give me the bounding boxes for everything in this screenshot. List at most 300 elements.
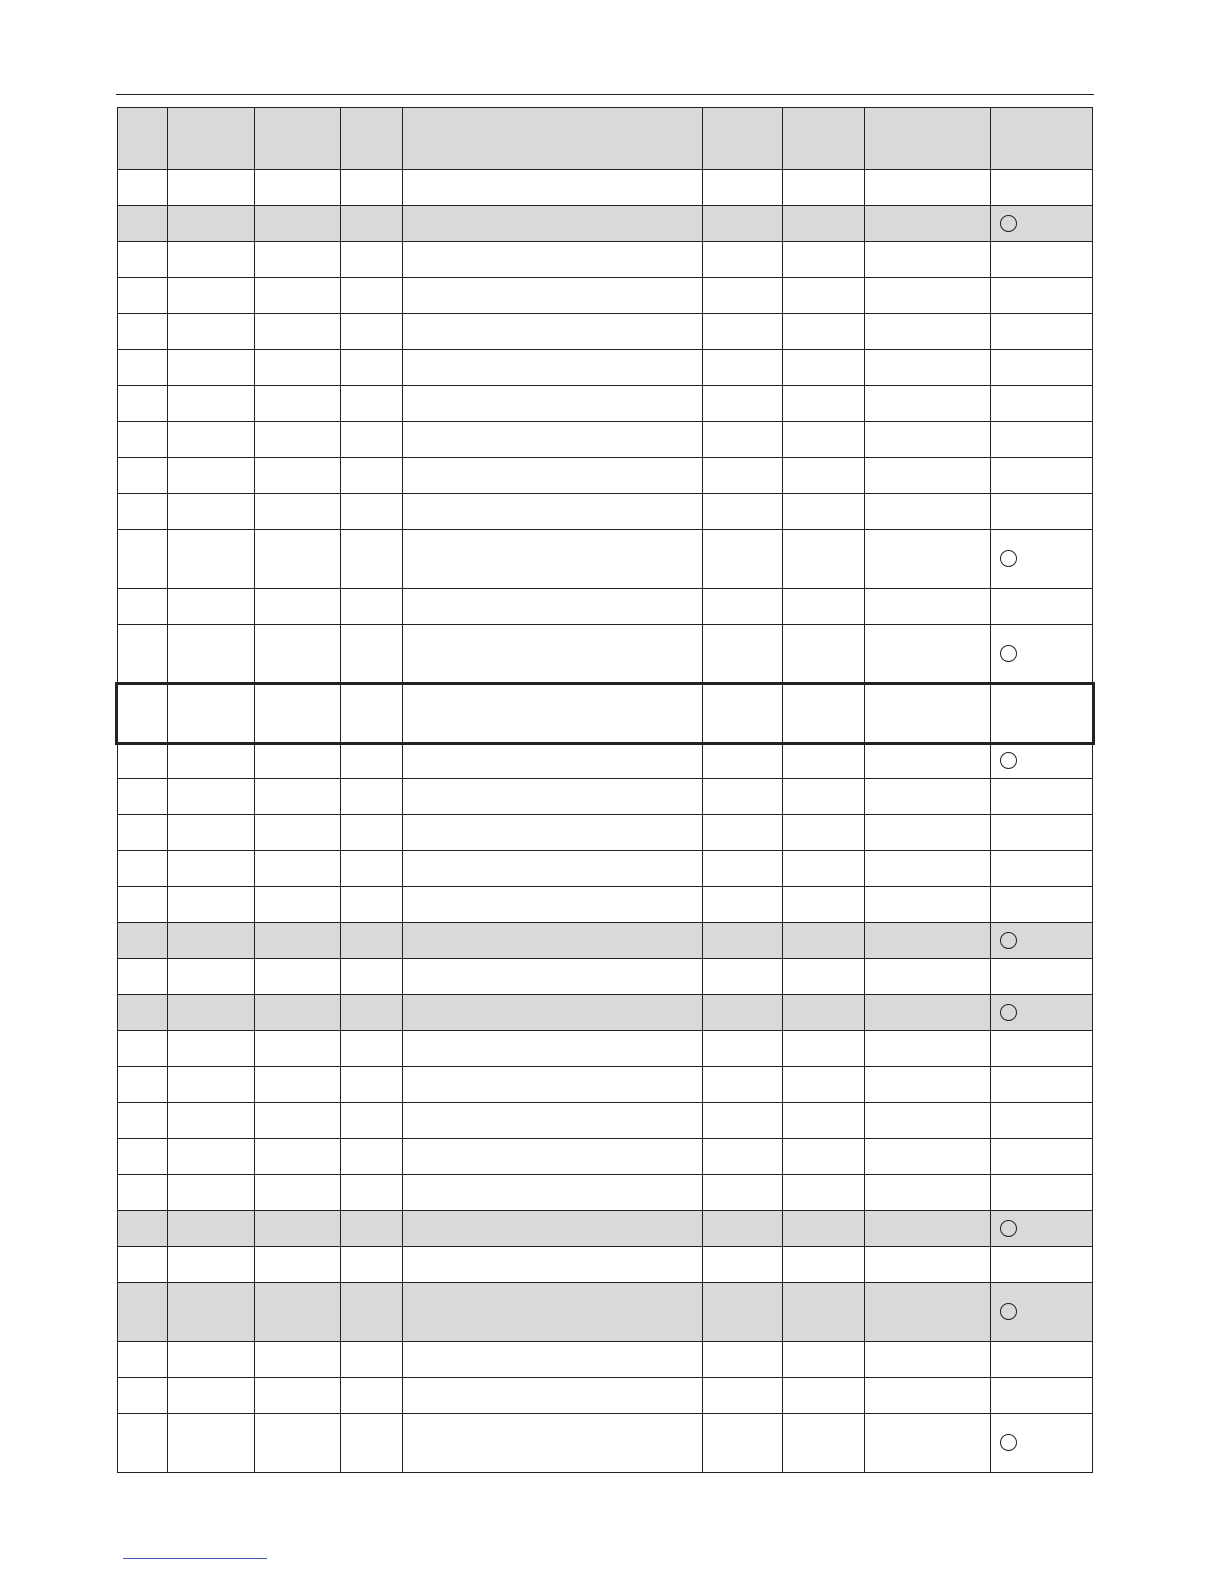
table-cell: [991, 815, 1093, 851]
table-cell: [783, 923, 865, 959]
table-cell: [117, 1175, 168, 1211]
header-cell: [117, 107, 168, 170]
table-cell: [783, 995, 865, 1031]
table-row: [117, 530, 1093, 589]
table-cell: [168, 242, 255, 278]
table-cell: [403, 458, 703, 494]
table-cell: [991, 1175, 1093, 1211]
table-cell: [341, 1247, 403, 1283]
table-cell: [865, 1247, 991, 1283]
table-cell: [403, 589, 703, 625]
table-cell: [168, 350, 255, 386]
table-cell: [783, 530, 865, 589]
table-cell: [403, 422, 703, 458]
table-cell: [341, 995, 403, 1031]
table-cell: [865, 959, 991, 995]
table-cell: [991, 589, 1093, 625]
table-cell: [117, 851, 168, 887]
table-cell: [865, 779, 991, 815]
table-cell: [168, 743, 255, 779]
table-row: [117, 779, 1093, 815]
table-cell: [403, 923, 703, 959]
circle-marker-icon: [1000, 550, 1017, 567]
table-row: [117, 923, 1093, 959]
table-cell: [703, 1175, 783, 1211]
table-cell: [703, 1103, 783, 1139]
table-cell: [703, 1378, 783, 1414]
table-cell: [341, 1283, 403, 1342]
table-cell: [865, 815, 991, 851]
table-row: [117, 458, 1093, 494]
table-cell: [991, 494, 1093, 530]
table-cell: [255, 959, 341, 995]
table-cell: [703, 1067, 783, 1103]
table-cell: [703, 422, 783, 458]
table-cell: [341, 458, 403, 494]
table-cell: [168, 530, 255, 589]
table-row: [117, 350, 1093, 386]
table-cell: [403, 1378, 703, 1414]
table-cell: [255, 851, 341, 887]
table-cell: [783, 1378, 865, 1414]
table-cell: [703, 625, 783, 684]
table-cell: [255, 386, 341, 422]
table-cell: [255, 887, 341, 923]
table-row: [117, 1342, 1093, 1378]
table-cell: [168, 815, 255, 851]
table-cell: [403, 170, 703, 206]
table-cell: [341, 1139, 403, 1175]
table-cell: [865, 851, 991, 887]
table-cell: [117, 278, 168, 314]
table-cell: [865, 1175, 991, 1211]
table-cell: [117, 386, 168, 422]
table-cell: [403, 995, 703, 1031]
table-row: [117, 851, 1093, 887]
table-cell: [865, 1067, 991, 1103]
table-cell: [783, 494, 865, 530]
table-cell: [341, 530, 403, 589]
table-row: [117, 242, 1093, 278]
table-cell: [783, 1414, 865, 1473]
table-row: [117, 589, 1093, 625]
table-cell: [255, 743, 341, 779]
table-cell: [403, 386, 703, 422]
table-cell: [403, 206, 703, 242]
table-cell: [341, 422, 403, 458]
table-cell: [341, 779, 403, 815]
table-cell: [865, 278, 991, 314]
table-cell: [168, 1139, 255, 1175]
table-cell: [168, 1031, 255, 1067]
table-cell: [341, 815, 403, 851]
table-cell: [255, 1031, 341, 1067]
table-cell: [168, 1211, 255, 1247]
table-cell: [783, 1342, 865, 1378]
table-cell: [403, 779, 703, 815]
table-row: [117, 1031, 1093, 1067]
table-cell: [168, 1378, 255, 1414]
table-cell: [255, 278, 341, 314]
table-row: [117, 170, 1093, 206]
table-cell: [255, 458, 341, 494]
table-cell: [991, 458, 1093, 494]
table-cell: [865, 625, 991, 684]
table-cell: [783, 1175, 865, 1211]
table-cell: [168, 386, 255, 422]
table-cell: [255, 242, 341, 278]
table-cell: [403, 1139, 703, 1175]
table-row: [117, 815, 1093, 851]
table-cell: [341, 887, 403, 923]
table-cell: [341, 743, 403, 779]
table-cell: [168, 779, 255, 815]
table-cell: [783, 386, 865, 422]
table-cell: [783, 170, 865, 206]
table-cell: [991, 1031, 1093, 1067]
table-cell: [341, 350, 403, 386]
table-row: [117, 995, 1093, 1031]
table-cell: [783, 959, 865, 995]
table-cell: [783, 1283, 865, 1342]
table-cell: [703, 779, 783, 815]
table-cell: [255, 1139, 341, 1175]
table-cell: [255, 1247, 341, 1283]
table-cell: [117, 206, 168, 242]
table-cell: [865, 422, 991, 458]
table-cell: [168, 684, 255, 743]
table-cell: [117, 1283, 168, 1342]
table-cell: [703, 494, 783, 530]
table-row: [117, 743, 1093, 779]
table-cell: [255, 314, 341, 350]
table-row: [117, 1247, 1093, 1283]
table-cell: [117, 170, 168, 206]
table-row: [117, 1378, 1093, 1414]
header-cell: [403, 107, 703, 170]
table-cell: [783, 314, 865, 350]
table-cell: [255, 1378, 341, 1414]
table-cell: [403, 1283, 703, 1342]
table-cell: [168, 1067, 255, 1103]
table-cell: [991, 350, 1093, 386]
table-cell: [403, 887, 703, 923]
table-cell: [168, 1103, 255, 1139]
table-cell: [991, 959, 1093, 995]
table-cell: [991, 1342, 1093, 1378]
table-cell: [168, 1414, 255, 1473]
table-cell: [783, 851, 865, 887]
table-cell: [403, 1414, 703, 1473]
table-cell: [991, 386, 1093, 422]
header-cell: [168, 107, 255, 170]
table-cell: [255, 1103, 341, 1139]
table-cell: [865, 314, 991, 350]
table-cell: [117, 1211, 168, 1247]
table-cell: [255, 350, 341, 386]
table-cell: [117, 1247, 168, 1283]
table-cell: [255, 1414, 341, 1473]
table-cell: [168, 923, 255, 959]
table-row: [117, 625, 1093, 684]
table-cell: [783, 1139, 865, 1175]
table-cell: [168, 625, 255, 684]
table-cell: [865, 743, 991, 779]
circle-marker-icon: [1000, 215, 1017, 232]
table-cell: [117, 743, 168, 779]
table-cell: [703, 923, 783, 959]
table-cell: [783, 743, 865, 779]
table-cell: [865, 1139, 991, 1175]
table-cell: [703, 386, 783, 422]
table-cell: [865, 887, 991, 923]
table-cell: [991, 779, 1093, 815]
table-cell: [117, 1031, 168, 1067]
table-cell: [168, 458, 255, 494]
table-cell: [703, 851, 783, 887]
table-cell: [117, 1139, 168, 1175]
table-cell: [341, 684, 403, 743]
table-cell: [783, 684, 865, 743]
table-cell: [168, 1342, 255, 1378]
table-cell: [991, 1247, 1093, 1283]
table-cell: [783, 458, 865, 494]
table-cell: [703, 1342, 783, 1378]
table-cell: [703, 1211, 783, 1247]
table-cell: [255, 1067, 341, 1103]
table-cell: [403, 494, 703, 530]
table-cell: [865, 1378, 991, 1414]
table-cell: [117, 1067, 168, 1103]
table-cell: [403, 350, 703, 386]
table-cell: [255, 779, 341, 815]
table-cell: [117, 242, 168, 278]
table-cell: [991, 625, 1093, 684]
table-cell: [703, 314, 783, 350]
table-cell: [341, 206, 403, 242]
table-cell: [117, 995, 168, 1031]
table-cell: [403, 314, 703, 350]
table-cell: [783, 1247, 865, 1283]
table-row: [117, 1283, 1093, 1342]
table-cell: [117, 1414, 168, 1473]
table-cell: [783, 815, 865, 851]
table-cell: [703, 959, 783, 995]
table-row: [117, 422, 1093, 458]
table-cell: [168, 887, 255, 923]
table-cell: [403, 1103, 703, 1139]
table-cell: [991, 170, 1093, 206]
table-cell: [703, 170, 783, 206]
table-cell: [703, 1031, 783, 1067]
table-cell: [991, 1139, 1093, 1175]
table-row: [117, 1067, 1093, 1103]
table-cell: [168, 1283, 255, 1342]
table-cell: [341, 278, 403, 314]
table-cell: [703, 684, 783, 743]
table-cell: [168, 589, 255, 625]
table-cell: [168, 494, 255, 530]
table-cell: [865, 684, 991, 743]
table-cell: [403, 242, 703, 278]
table-row: [117, 1414, 1093, 1473]
table-cell: [703, 350, 783, 386]
table-cell: [341, 1414, 403, 1473]
circle-marker-icon: [1000, 932, 1017, 949]
table-row: [117, 1139, 1093, 1175]
table-cell: [168, 314, 255, 350]
table-cell: [865, 1414, 991, 1473]
table-cell: [783, 278, 865, 314]
table-cell: [783, 887, 865, 923]
table-cell: [991, 743, 1093, 779]
table-cell: [403, 278, 703, 314]
table-cell: [341, 851, 403, 887]
table-cell: [117, 1342, 168, 1378]
table-cell: [865, 1342, 991, 1378]
table-cell: [341, 1378, 403, 1414]
table-cell: [255, 625, 341, 684]
table-cell: [117, 1103, 168, 1139]
table-cell: [117, 779, 168, 815]
table-cell: [865, 206, 991, 242]
table-cell: [117, 314, 168, 350]
table-cell: [703, 242, 783, 278]
table-cell: [991, 1283, 1093, 1342]
table-cell: [341, 170, 403, 206]
table-cell: [341, 923, 403, 959]
table-cell: [117, 815, 168, 851]
table-cell: [403, 1211, 703, 1247]
table-cell: [255, 170, 341, 206]
table-cell: [865, 995, 991, 1031]
table-cell: [341, 314, 403, 350]
table-cell: [783, 589, 865, 625]
table-cell: [117, 887, 168, 923]
table-cell: [783, 242, 865, 278]
table-row: [117, 386, 1093, 422]
table-cell: [783, 1211, 865, 1247]
table-cell: [403, 1175, 703, 1211]
table-cell: [703, 458, 783, 494]
table-cell: [991, 995, 1093, 1031]
table-cell: [168, 1175, 255, 1211]
table-cell: [117, 530, 168, 589]
table-cell: [341, 1103, 403, 1139]
table-cell: [117, 684, 168, 743]
table-cell: [991, 422, 1093, 458]
table-cell: [865, 350, 991, 386]
table-cell: [168, 206, 255, 242]
table-cell: [783, 422, 865, 458]
table-row: [117, 959, 1093, 995]
table-cell: [703, 278, 783, 314]
table-cell: [783, 625, 865, 684]
table-cell: [403, 815, 703, 851]
table-cell: [168, 278, 255, 314]
table-cell: [703, 1283, 783, 1342]
table-cell: [341, 1067, 403, 1103]
table-cell: [865, 170, 991, 206]
table-cell: [865, 1031, 991, 1067]
table-cell: [703, 743, 783, 779]
table-row: [117, 206, 1093, 242]
table-cell: [783, 1067, 865, 1103]
table-cell: [991, 206, 1093, 242]
table-cell: [255, 815, 341, 851]
header-cell: [341, 107, 403, 170]
table-cell: [255, 1283, 341, 1342]
table-cell: [991, 1378, 1093, 1414]
table-row: [117, 314, 1093, 350]
table-cell: [703, 206, 783, 242]
table-cell: [255, 995, 341, 1031]
table-cell: [991, 851, 1093, 887]
table-cell: [117, 589, 168, 625]
header-cell: [991, 107, 1093, 170]
table-cell: [255, 923, 341, 959]
table-cell: [255, 422, 341, 458]
table-cell: [403, 625, 703, 684]
table-cell: [168, 959, 255, 995]
table-cell: [783, 779, 865, 815]
table-cell: [403, 743, 703, 779]
circle-marker-icon: [1000, 1004, 1017, 1021]
table-cell: [168, 851, 255, 887]
circle-marker-icon: [1000, 1303, 1017, 1320]
table-cell: [865, 386, 991, 422]
table-row: [117, 1175, 1093, 1211]
table-row: [117, 494, 1093, 530]
table-cell: [991, 1414, 1093, 1473]
table-cell: [168, 170, 255, 206]
table-cell: [341, 1342, 403, 1378]
table-cell: [403, 1067, 703, 1103]
table-cell: [865, 242, 991, 278]
table-cell: [117, 625, 168, 684]
table-cell: [403, 1247, 703, 1283]
table-cell: [991, 1211, 1093, 1247]
table-cell: [783, 206, 865, 242]
top-rule: [116, 94, 1094, 95]
table-cell: [255, 684, 341, 743]
table-cell: [341, 386, 403, 422]
circle-marker-icon: [1000, 1220, 1017, 1237]
table-cell: [703, 530, 783, 589]
table-cell: [341, 242, 403, 278]
table-cell: [117, 494, 168, 530]
table-row: [117, 684, 1093, 743]
table-cell: [783, 1103, 865, 1139]
table-cell: [783, 1031, 865, 1067]
footer-link-rule: [123, 1558, 267, 1559]
table-cell: [865, 1283, 991, 1342]
table-cell: [255, 1342, 341, 1378]
table-cell: [341, 959, 403, 995]
table-cell: [255, 589, 341, 625]
header-cell: [783, 107, 865, 170]
table-cell: [168, 422, 255, 458]
table-cell: [403, 1342, 703, 1378]
table-cell: [991, 242, 1093, 278]
table-cell: [168, 995, 255, 1031]
table-cell: [403, 684, 703, 743]
table-cell: [168, 1247, 255, 1283]
header-cell: [865, 107, 991, 170]
table-cell: [255, 530, 341, 589]
table-cell: [991, 314, 1093, 350]
table-cell: [403, 959, 703, 995]
